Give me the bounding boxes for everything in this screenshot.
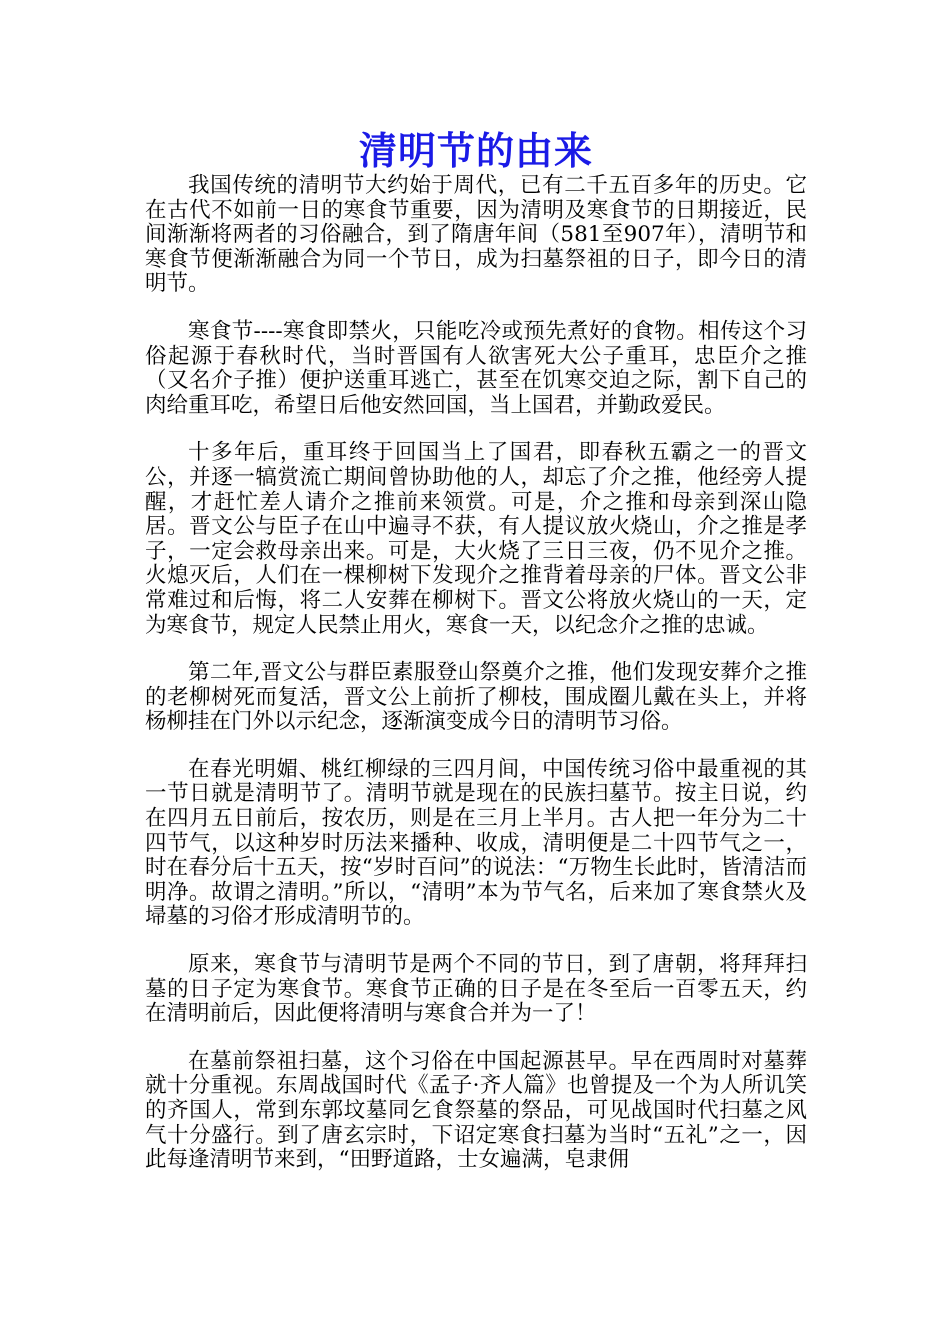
paragraph-willow: 第二年,晋文公与群臣素服登山祭奠介之推，他们发现安葬介之推的老柳树死而复活，晋文公上前折了柳枝，围成圈儿戴在头上，并将杨柳挂在门外以示纪念，逐渐演变成今日的清明节习俗。 [145,660,807,735]
paragraph-solar-terms: 在春光明媚、桃红柳绿的三四月间，中国传统习俗中最重视的其一节日就是清明节了。清明节就是现在的民族扫墓节。按主日说，约在四月五日前后，按农历，则是在三月上半月。古人把一年分为二十四节气，以这种岁时历法来播种、收成，清明便是二十四节气之一，时在春分后十五天，按“岁时百问”的说法：“万物生长此时，皆清洁而明净。故谓之清明。”所以，“清明”本为节气名，后来加了寒食禁火及埽墓的习俗才形成清明节的。 [145,756,807,930]
paragraph-tomb-sweeping: 在墓前祭祖扫墓，这个习俗在中国起源甚早。早在西周时对墓葬就十分重视。东周战国时代《孟子·齐人篇》也曾提及一个为人所讥笑的齐国人，常到东郭坟墓同乞食祭墓的祭品，可见战国时代扫墓之风气十分盛行。到了唐玄宗时，下诏定寒食扫墓为当时“五礼”之一，因此每逢清明节来到，“田野道路，士女遍满，皂隶佣 [145,1048,807,1173]
paragraph-merge: 原来，寒食节与清明节是两个不同的节日，到了唐朝，将拜拜扫墓的日子定为寒食节。寒食节正确的日子是在冬至后一百零五天，约在清明前后，因此便将清明与寒食合并为一了！ [145,952,807,1027]
document-body [145,128,807,1196]
paragraph-hanshi: 寒食节----寒食即禁火，只能吃冷或预先煮好的食物。相传这个习俗起源于春秋时代，当时晋国有人欲害死大公子重耳，忠臣介之推（又名介子推）便护送重耳逃亡，甚至在饥寒交迫之际，割下自己的肉给重耳吃，希望日后他安然回国，当上国君，并勤政爱民。 [145,318,807,418]
paragraph-origin: 我国传统的清明节大约始于周代，已有二千五百多年的历史。它在古代不如前一日的寒食节重要，因为清明及寒食节的日期接近，民间渐渐将两者的习俗融合，到了隋唐年间（581至907年），清明节和寒食节便渐渐融合为同一个节日，成为扫墓祭祖的日子，即今日的清明节。 [145,173,807,297]
paragraph-jin-wengong: 十多年后，重耳终于回国当上了国君，即春秋五霸之一的晋文公，并逐一犒赏流亡期间曾协助他的人，却忘了介之推，他经旁人提醒，才赶忙差人请介之推前来领赏。可是，介之推和母亲到深山隐居。晋文公与臣子在山中遍寻不获，有人提议放火烧山，介之推是孝子，一定会救母亲出来。可是，大火烧了三日三夜，仍不见介之推。火熄灭后，人们在一棵柳树下发现介之推背着母亲的尸体。晋文公非常难过和后悔，将二人安葬在柳树下。晋文公将放火烧山的一天，定为寒食节，规定人民禁止用火，寒食一天，以纪念介之推的忠诚。 [145,440,807,638]
document-title: 清明节的由来 [358,129,593,173]
